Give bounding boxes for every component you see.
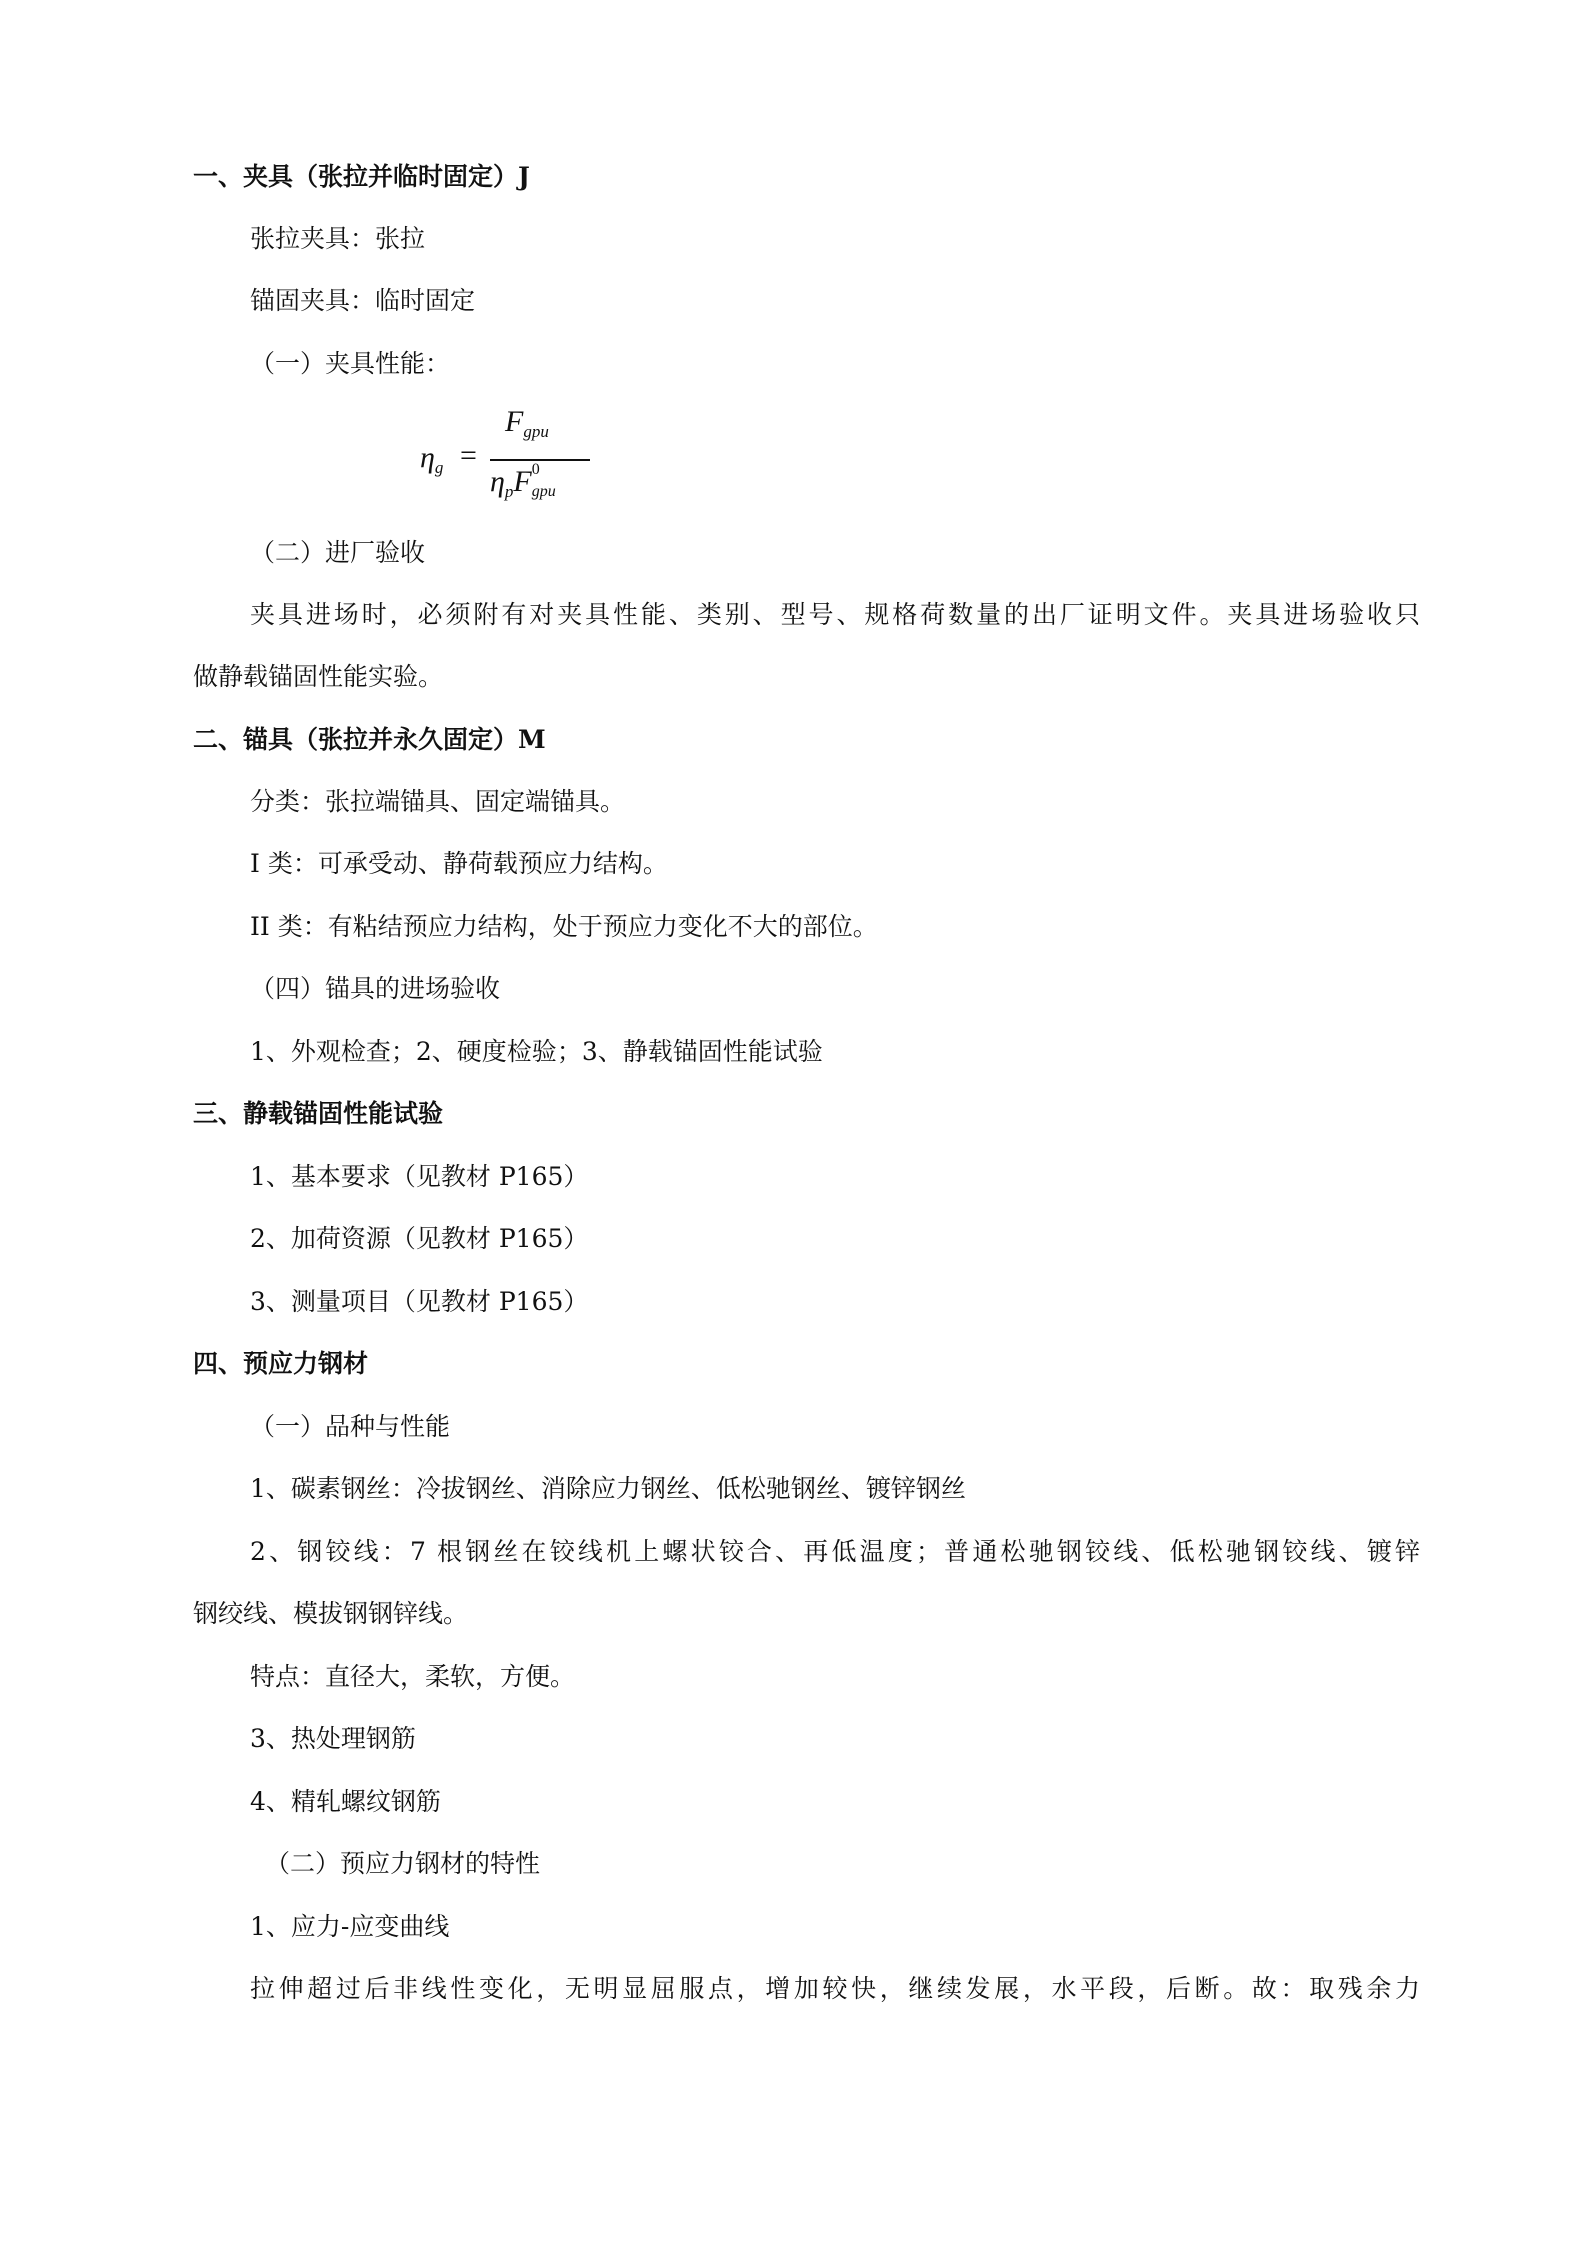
paragraph-line: 张拉夹具：张拉 <box>250 224 426 253</box>
formula-denominator: $\eta_pF$ 0 gpu <box>490 461 556 501</box>
paragraph-line: I 类：可承受动、静荷载预应力结构。 <box>250 849 668 878</box>
paragraph-line: 钢绞线、模拔钢钢锌线。 <box>193 1599 469 1628</box>
section-heading-4: 四、预应力钢材 <box>193 1349 369 1378</box>
section-heading-2: 二、锚具（张拉并永久固定）M <box>193 725 546 754</box>
section-heading-3: 三、静载锚固性能试验 <box>193 1099 444 1128</box>
paragraph-line: 分类：张拉端锚具、固定端锚具。 <box>250 787 626 816</box>
subsection-heading: （一）夹具性能： <box>250 349 451 378</box>
subsection-heading: （一）品种与性能 <box>250 1412 451 1441</box>
paragraph-line: 3、测量项目（见教材 P165） <box>250 1287 589 1316</box>
paragraph-line: II 类：有粘结预应力结构，处于预应力变化不大的部位。 <box>250 912 878 941</box>
subsection-heading: （四）锚具的进场验收 <box>250 974 501 1003</box>
formula-lhs: $\eta_g$ <box>420 441 444 477</box>
paragraph-line: 2、加荷资源（见教材 P165） <box>250 1224 589 1253</box>
section-heading-1: 一、夹具（张拉并临时固定）J <box>193 162 530 191</box>
paragraph-line: 特点：直径大，柔软，方便。 <box>250 1662 576 1691</box>
paragraph-line: 2、钢铰线：7 根钢丝在铰线机上螺状铰合、再低温度；普通松驰钢铰线、低松驰钢铰线、镀锌 <box>250 1537 1420 1566</box>
paragraph-line: 4、精轧螺纹钢筋 <box>250 1787 441 1816</box>
subsection-heading: （二）预应力钢材的特性 <box>265 1849 541 1878</box>
formula-numerator: $F_{gpu}$ <box>505 405 549 441</box>
subsection-heading: （二）进厂验收 <box>250 538 426 567</box>
paragraph-line: 拉伸超过后非线性变化，无明显屈服点，增加较快，继续发展，水平段，后断。故：取残余力 <box>250 1974 1420 2003</box>
paragraph-line: 夹具进场时，必须附有对夹具性能、类别、型号、规格荷数量的出厂证明文件。夹具进场验收只 <box>250 600 1420 629</box>
paragraph-line: 1、碳素钢丝：冷拔钢丝、消除应力钢丝、低松驰钢丝、镀锌钢丝 <box>250 1474 966 1503</box>
paragraph-line: 1、基本要求（见教材 P165） <box>250 1162 589 1191</box>
paragraph-line: 1、外观检查；2、硬度检验；3、静载锚固性能试验 <box>250 1037 823 1066</box>
formula-equals: = <box>460 439 477 472</box>
paragraph-line: 1、应力-应变曲线 <box>250 1912 450 1941</box>
paragraph-line: 3、热处理钢筋 <box>250 1724 416 1753</box>
paragraph-line: 锚固夹具：临时固定 <box>250 286 476 315</box>
paragraph-line: 做静载锚固性能实验。 <box>193 662 444 691</box>
fraction-bar <box>490 459 590 461</box>
efficiency-formula <box>420 405 580 515</box>
